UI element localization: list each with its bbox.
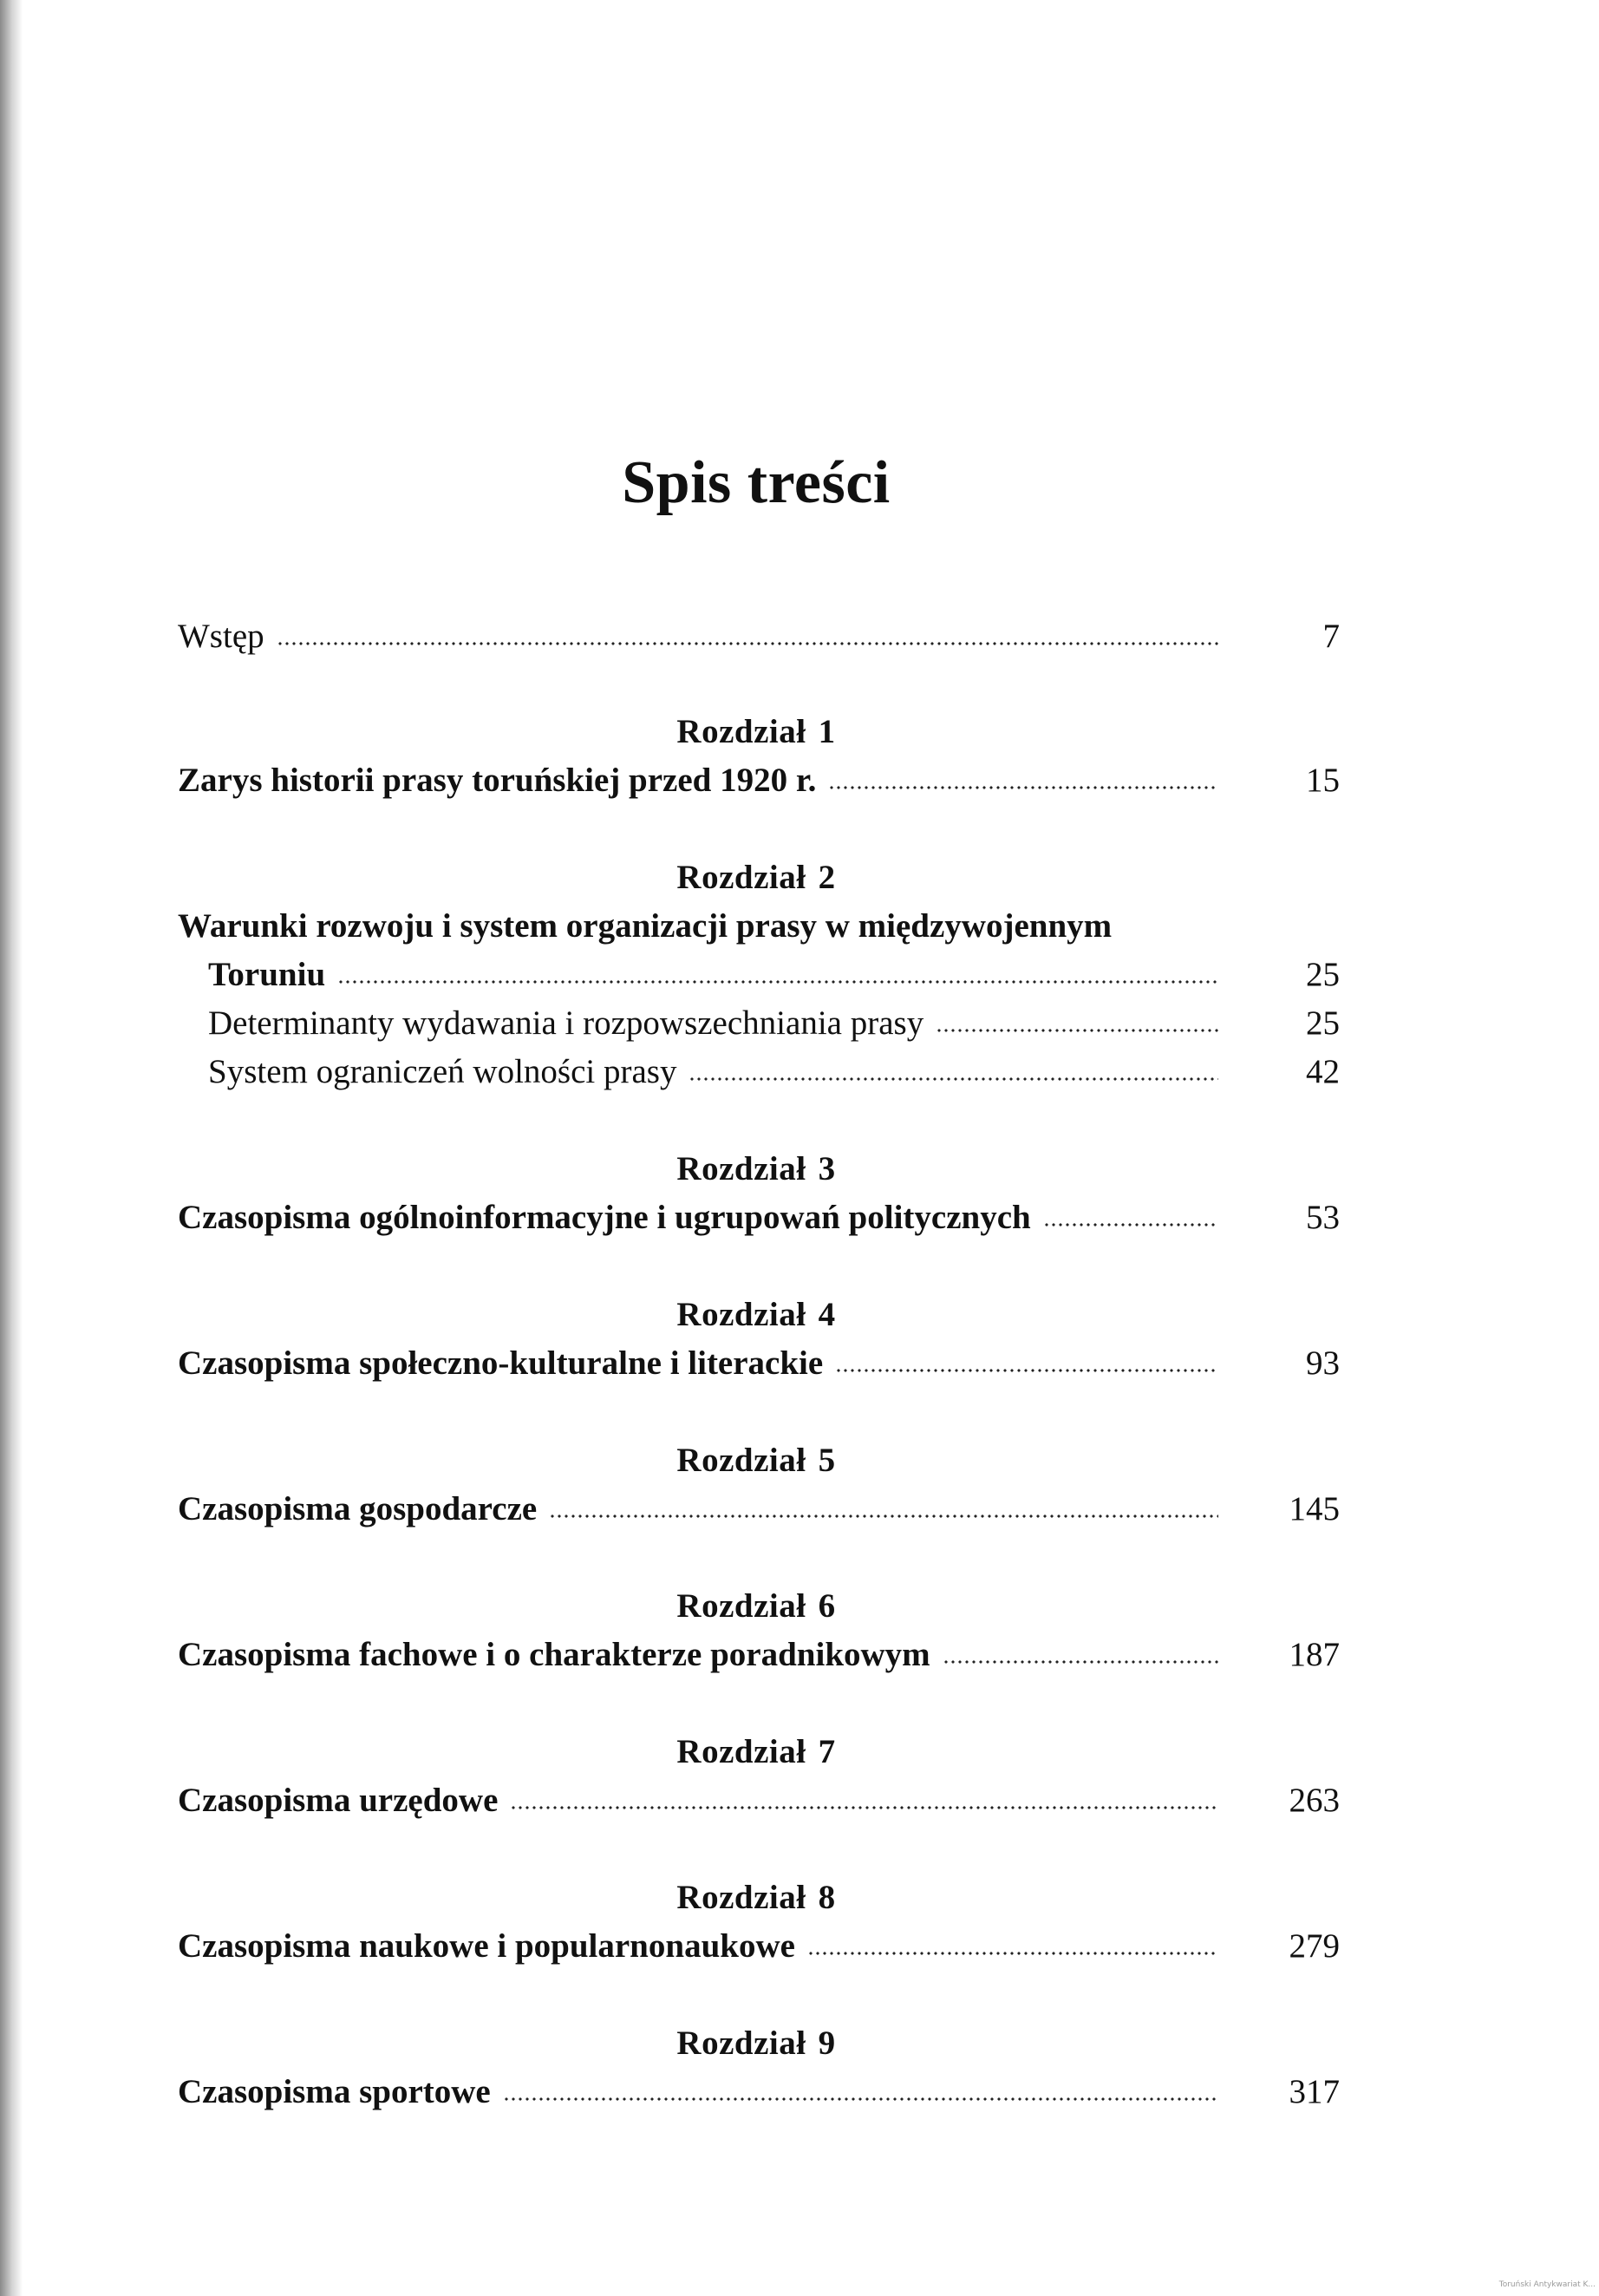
toc-subentry-2-2[interactable] <box>208 1048 1340 1096</box>
toc-entry-chapter-4[interactable] <box>178 1339 1340 1388</box>
dot-leader <box>503 2096 1218 2103</box>
chapter-number: 2 <box>818 859 836 896</box>
toc-entry-chapter-7[interactable] <box>178 1776 1340 1825</box>
toc-entry-page: 53 <box>1306 1199 1340 1236</box>
chapter-word: Rozdział <box>676 1296 806 1333</box>
chapter-word: Rozdział <box>676 1442 806 1479</box>
toc-entry-page: 25 <box>1306 956 1340 993</box>
toc-entry-chapter-5[interactable] <box>178 1485 1340 1534</box>
toc-entry-page: 93 <box>1306 1344 1340 1382</box>
page-title: Spis treści <box>622 448 891 516</box>
toc-entry-chapter-1[interactable] <box>178 756 1340 805</box>
toc-entry-chapter-9[interactable] <box>178 2068 1340 2116</box>
chapter-number: 7 <box>818 1733 836 1770</box>
toc-entry-page: 279 <box>1289 1927 1340 1965</box>
chapter-number: 8 <box>818 1879 836 1916</box>
watermark: Toruński Antykwariat K... <box>1498 2280 1596 2289</box>
chapter-number: 3 <box>818 1150 836 1187</box>
toc-entry-label: Wstęp <box>178 618 264 655</box>
chapter-number: 9 <box>818 2025 836 2062</box>
chapter-heading-2 <box>0 854 1512 902</box>
dot-leader <box>943 1658 1218 1665</box>
dot-leader <box>277 640 1218 647</box>
toc-entry-chapter-2-line1[interactable]: Warunki rozwoju i system organizacji prasy w międzywojennym <box>178 907 1113 945</box>
toc-entry-label: Czasopisma społeczno-kulturalne i literackie <box>178 1344 824 1382</box>
toc-entry-page: 15 <box>1306 762 1340 799</box>
toc-entry-label: Determinanty wydawania i rozpowszechniania prasy <box>208 1004 924 1042</box>
chapter-heading-4 <box>0 1291 1512 1339</box>
toc-entry-chapter-6[interactable] <box>178 1631 1340 1679</box>
toc-entry-intro[interactable] <box>178 612 1340 661</box>
chapter-heading-5 <box>0 1436 1512 1485</box>
toc-subentry-2-1[interactable] <box>208 999 1340 1048</box>
chapter-word: Rozdział <box>676 2025 806 2062</box>
toc-entry-chapter-8[interactable] <box>178 1922 1340 1971</box>
chapter-heading-3 <box>0 1145 1512 1194</box>
dot-leader <box>549 1513 1218 1520</box>
chapter-number: 4 <box>818 1296 836 1333</box>
toc-entry-label: Czasopisma ogólnoinformacyjne i ugrupowań politycznych <box>178 1199 1031 1236</box>
chapter-number: 6 <box>818 1587 836 1625</box>
toc-entry-page: 25 <box>1306 1004 1340 1042</box>
toc-entry-label: Czasopisma fachowe i o charakterze poradnikowym <box>178 1636 930 1673</box>
chapter-word: Rozdział <box>676 1587 806 1625</box>
chapter-heading-6 <box>0 1582 1512 1631</box>
chapter-number: 5 <box>818 1442 836 1479</box>
toc-entry-page: 187 <box>1289 1636 1340 1673</box>
toc-entry-page: 317 <box>1289 2073 1340 2110</box>
chapter-word: Rozdział <box>676 1733 806 1770</box>
chapter-heading-7 <box>0 1728 1512 1776</box>
dot-leader <box>936 1027 1218 1034</box>
dot-leader <box>337 978 1218 985</box>
toc-entry-label: Czasopisma gospodarcze <box>178 1490 538 1527</box>
toc-entry-label: Czasopisma naukowe i popularnonaukowe <box>178 1927 795 1965</box>
chapter-word: Rozdział <box>676 713 806 750</box>
toc-entry-page: 42 <box>1306 1053 1340 1090</box>
toc-entry-label: Czasopisma sportowe <box>178 2073 491 2110</box>
toc-entry-chapter-2[interactable] <box>208 951 1340 999</box>
dot-leader <box>835 1367 1218 1374</box>
chapter-heading-9 <box>0 2019 1512 2068</box>
dot-leader <box>828 784 1218 791</box>
dot-leader <box>807 1950 1218 1957</box>
dot-leader <box>689 1076 1218 1083</box>
chapter-word: Rozdział <box>676 1879 806 1916</box>
toc-entry-page: 7 <box>1322 618 1340 655</box>
dot-leader <box>510 1804 1218 1811</box>
toc-entry-label: Toruniu <box>208 956 326 993</box>
chapter-heading-1 <box>0 708 1512 756</box>
chapter-number: 1 <box>818 713 836 750</box>
chapter-word: Rozdział <box>676 859 806 896</box>
toc-entry-chapter-3[interactable] <box>178 1194 1340 1242</box>
toc-entry-label: Zarys historii prasy toruńskiej przed 1920 r. <box>178 762 817 799</box>
chapter-word: Rozdział <box>676 1150 806 1187</box>
toc-entry-label: Czasopisma urzędowe <box>178 1782 499 1819</box>
chapter-heading-8 <box>0 1874 1512 1922</box>
toc-entry-page: 145 <box>1289 1490 1340 1527</box>
dot-leader <box>1043 1221 1218 1228</box>
toc-entry-page: 263 <box>1289 1782 1340 1819</box>
toc-entry-label: System ograniczeń wolności prasy <box>208 1053 677 1090</box>
